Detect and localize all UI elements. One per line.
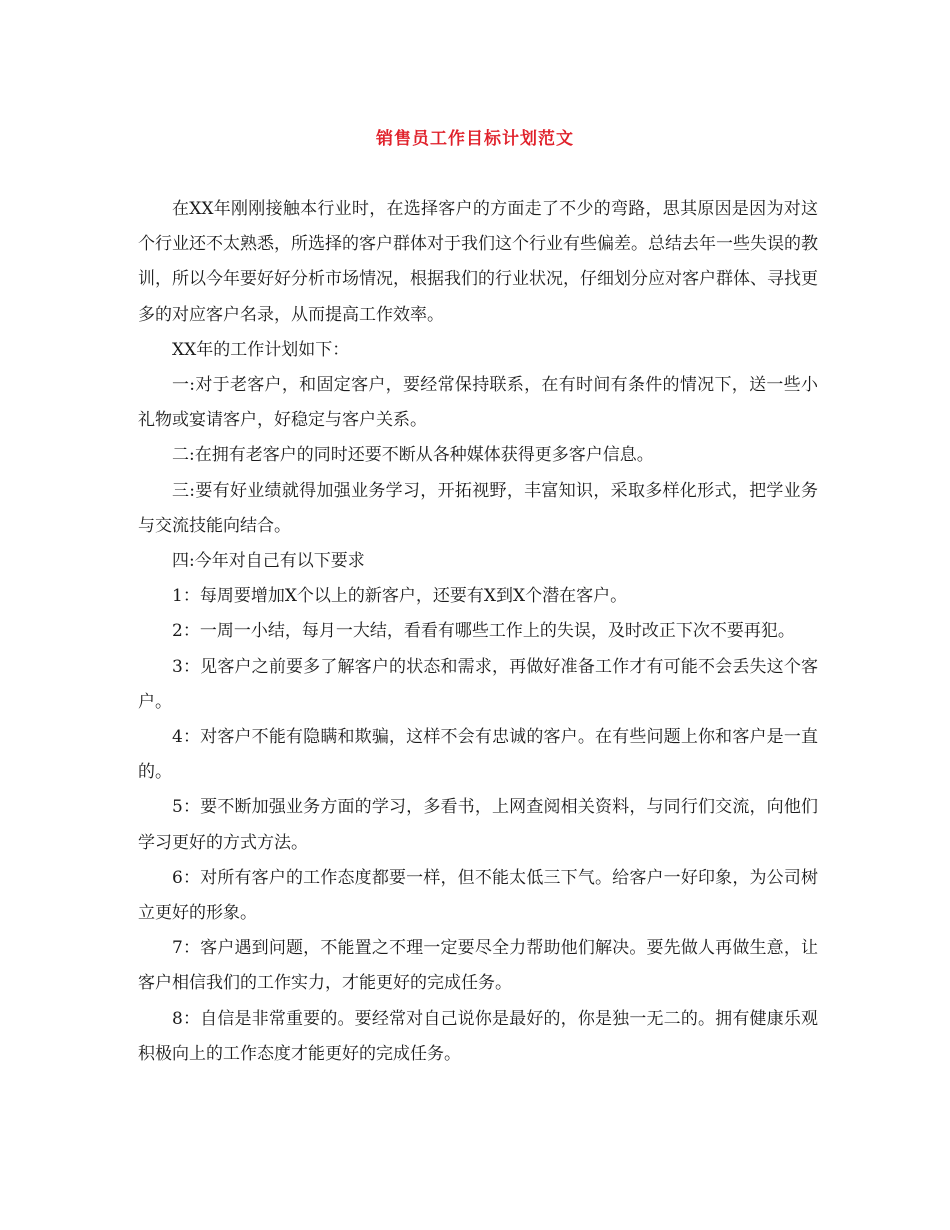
paragraph-item-1: 一:对于老客户，和固定客户，要经常保持联系，在有时间有条件的情况下，送一些小礼物或宴请客户，好稳定与客户关系。 — [138, 375, 818, 431]
paragraph-requirement-4: 4：对客户不能有隐瞒和欺骗，这样不会有忠诚的客户。在有些问题上你和客户是一直的。 — [138, 727, 818, 783]
paragraph-item-2: 二:在拥有老客户的同时还要不断从各种媒体获得更多客户信息。 — [172, 445, 654, 466]
paragraph-requirement-5: 5：要不断加强业务方面的学习，多看书，上网查阅相关资料，与同行们交流，向他们学习更好的方式方法。 — [138, 797, 818, 853]
paragraph-requirement-2: 2：一周一小结，每月一大结，看看有哪些工作上的失误，及时改正下次不要再犯。 — [172, 621, 795, 642]
document-title: 销售员工作目标计划范文 — [376, 129, 574, 149]
paragraph-requirement-6: 6：对所有客户的工作态度都要一样，但不能太低三下气。给客户一好印象，为公司树立更好的形象。 — [138, 867, 818, 924]
paragraph-item-4: 四:今年对自己有以下要求 — [172, 551, 365, 572]
paragraph-plan-heading: XX年的工作计划如下： — [172, 339, 350, 360]
paragraph-requirement-7: 7：客户遇到问题，不能置之不理一定要尽全力帮助他们解决。要先做人再做生意，让客户相信我们的工作实力，才能更好的完成任务。 — [138, 938, 818, 994]
paragraph-requirement-1: 1：每周要增加X个以上的新客户，还要有X到X个潜在客户。 — [172, 586, 628, 607]
document-body — [138, 192, 818, 1072]
paragraph-intro: 在XX年刚刚接触本行业时，在选择客户的方面走了不少的弯路，思其原因是因为对这个行业还不太熟悉，所选择的客户群体对于我们这个行业有些偏差。总结去年一些失误的教训，所以今年要好好分析市场情况，根据我们的行业状况，仔细划分应对客户群体、寻找更多的对应客户名录，从而提高工作效率。 — [138, 199, 818, 325]
paragraph-requirement-3: 3：见客户之前要多了解客户的状态和需求，再做好准备工作才有可能不会丢失这个客户。 — [138, 656, 818, 712]
paragraph-requirement-8: 8：自信是非常重要的。要经常对自己说你是最好的，你是独一无二的。拥有健康乐观积极向上的工作态度才能更好的完成任务。 — [138, 1008, 818, 1064]
paragraph-item-3: 三:要有好业绩就得加强业务学习，开拓视野，丰富知识，采取多样化形式，把学业务与交流技能向结合。 — [138, 480, 818, 536]
